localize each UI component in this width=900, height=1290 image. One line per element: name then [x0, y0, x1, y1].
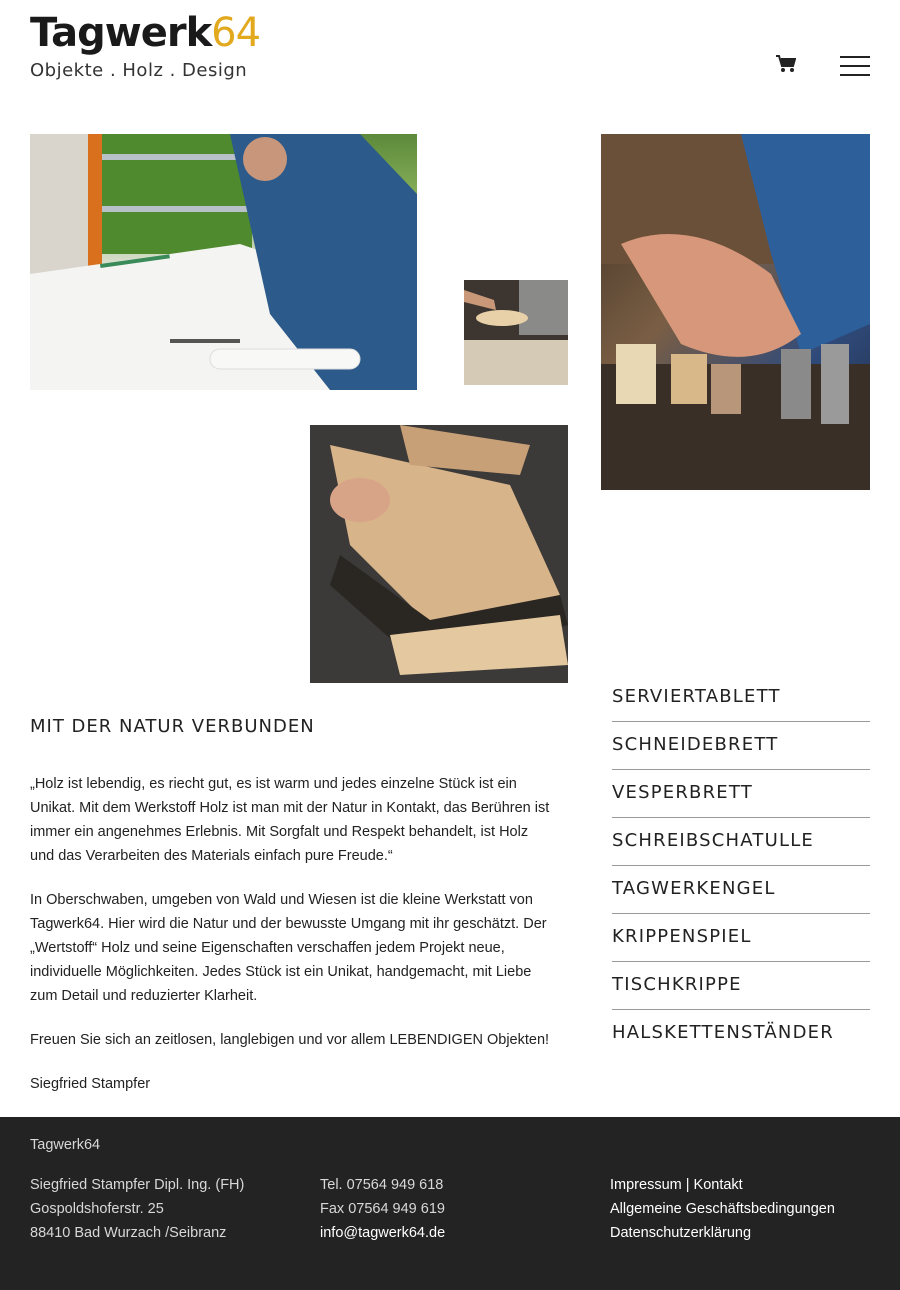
- footer-fax: Fax 07564 949 619: [320, 1201, 445, 1217]
- side-item-halskettenstaender[interactable]: HALSKETTENSTÄNDER: [612, 1022, 834, 1043]
- side-item-schneidebrett[interactable]: SCHNEIDEBRETT: [612, 722, 870, 770]
- footer-address: [30, 1173, 244, 1245]
- side-item-vesperbrett[interactable]: VESPERBRETT: [612, 770, 870, 818]
- hamburger-menu-icon[interactable]: [840, 56, 870, 76]
- paragraph-closing: Freuen Sie sich an zeitlosen, langlebigen und vor allem LEBENDIGEN Objekten!: [30, 1032, 550, 1048]
- side-item-tagwerkengel[interactable]: TAGWERKENGEL: [612, 866, 870, 914]
- wood-slab-photo: [310, 425, 568, 683]
- menu-bar: [840, 56, 870, 58]
- wooden-blocks-photo: [601, 134, 870, 490]
- intro-text: [30, 772, 550, 1116]
- side-item-krippenspiel[interactable]: KRIPPENSPIEL: [612, 914, 870, 962]
- menu-bar: [840, 65, 870, 67]
- footer-brand: Tagwerk64: [30, 1137, 101, 1153]
- paragraph-signature: Siegfried Stampfer: [30, 1076, 151, 1092]
- footer-link-datenschutz[interactable]: Datenschutzerklärung: [610, 1225, 752, 1241]
- footer-address-line: 88410 Bad Wurzach /Seibranz: [30, 1225, 227, 1241]
- paragraph-quote: „Holz ist lebendig, es riecht gut, es ist warm und jedes einzelne Stück ist ein Unikat. Mit dem Werkstoff Holz ist man mit der Natur in Kontakt, das Berühren ist immer ein angenehmes Erlebnis. Mit Sorgfalt und Respekt behandelt, ist Holz und das Verarbeiten des Materials einfach pure Freude.“: [30, 776, 550, 864]
- lathe-detail-photo: [464, 280, 568, 385]
- footer-address-line: Siegfried Stampfer Dipl. Ing. (FH): [30, 1177, 245, 1193]
- logo-main-text: Tagwerk: [30, 10, 212, 56]
- footer-address-line: Gospoldshoferstr. 25: [30, 1201, 164, 1217]
- side-item-schreibschatulle[interactable]: SCHREIBSCHATULLE: [612, 818, 870, 866]
- site-logo[interactable]: [30, 10, 260, 81]
- site-footer: [0, 1117, 900, 1290]
- footer-email-link[interactable]: info@tagwerk64.de: [320, 1225, 446, 1241]
- footer-contact: [320, 1173, 445, 1245]
- footer-tel: Tel. 07564 949 618: [320, 1177, 444, 1193]
- cart-icon[interactable]: [776, 55, 796, 73]
- side-item-tischkrippe[interactable]: TISCHKRIPPE: [612, 962, 870, 1010]
- menu-bar: [840, 74, 870, 76]
- footer-links: [610, 1173, 835, 1245]
- side-item-serviertablett[interactable]: SERVIERTABLETT: [612, 674, 870, 722]
- paragraph-workshop: In Oberschwaben, umgeben von Wald und Wiesen ist die kleine Werkstatt von Tagwerk64. Hier wird die Natur und der bewusste Umgang mit ihr geschätzt. Der „Wertstoff“ Holz und seine Eigenschaften verschaffen jedem Projekt neue, individuelle Möglichkeiten. Jedes Stück ist ein Unikat, handgemacht, mit Liebe zum Detail und reduzierter Klarheit.: [30, 892, 547, 1004]
- footer-link-agb[interactable]: Allgemeine Geschäftsbedingungen: [610, 1201, 835, 1217]
- logo-accent-text: 64: [211, 10, 261, 56]
- designer-drawing-photo: [30, 134, 417, 390]
- logo-tagline: Objekte . Holz . Design: [30, 60, 248, 81]
- footer-link-impressum[interactable]: Impressum | Kontakt: [610, 1177, 743, 1193]
- product-menu: [612, 674, 870, 1058]
- section-heading: MIT DER NATUR VERBUNDEN: [30, 716, 315, 737]
- logo-wordmark: [30, 10, 260, 56]
